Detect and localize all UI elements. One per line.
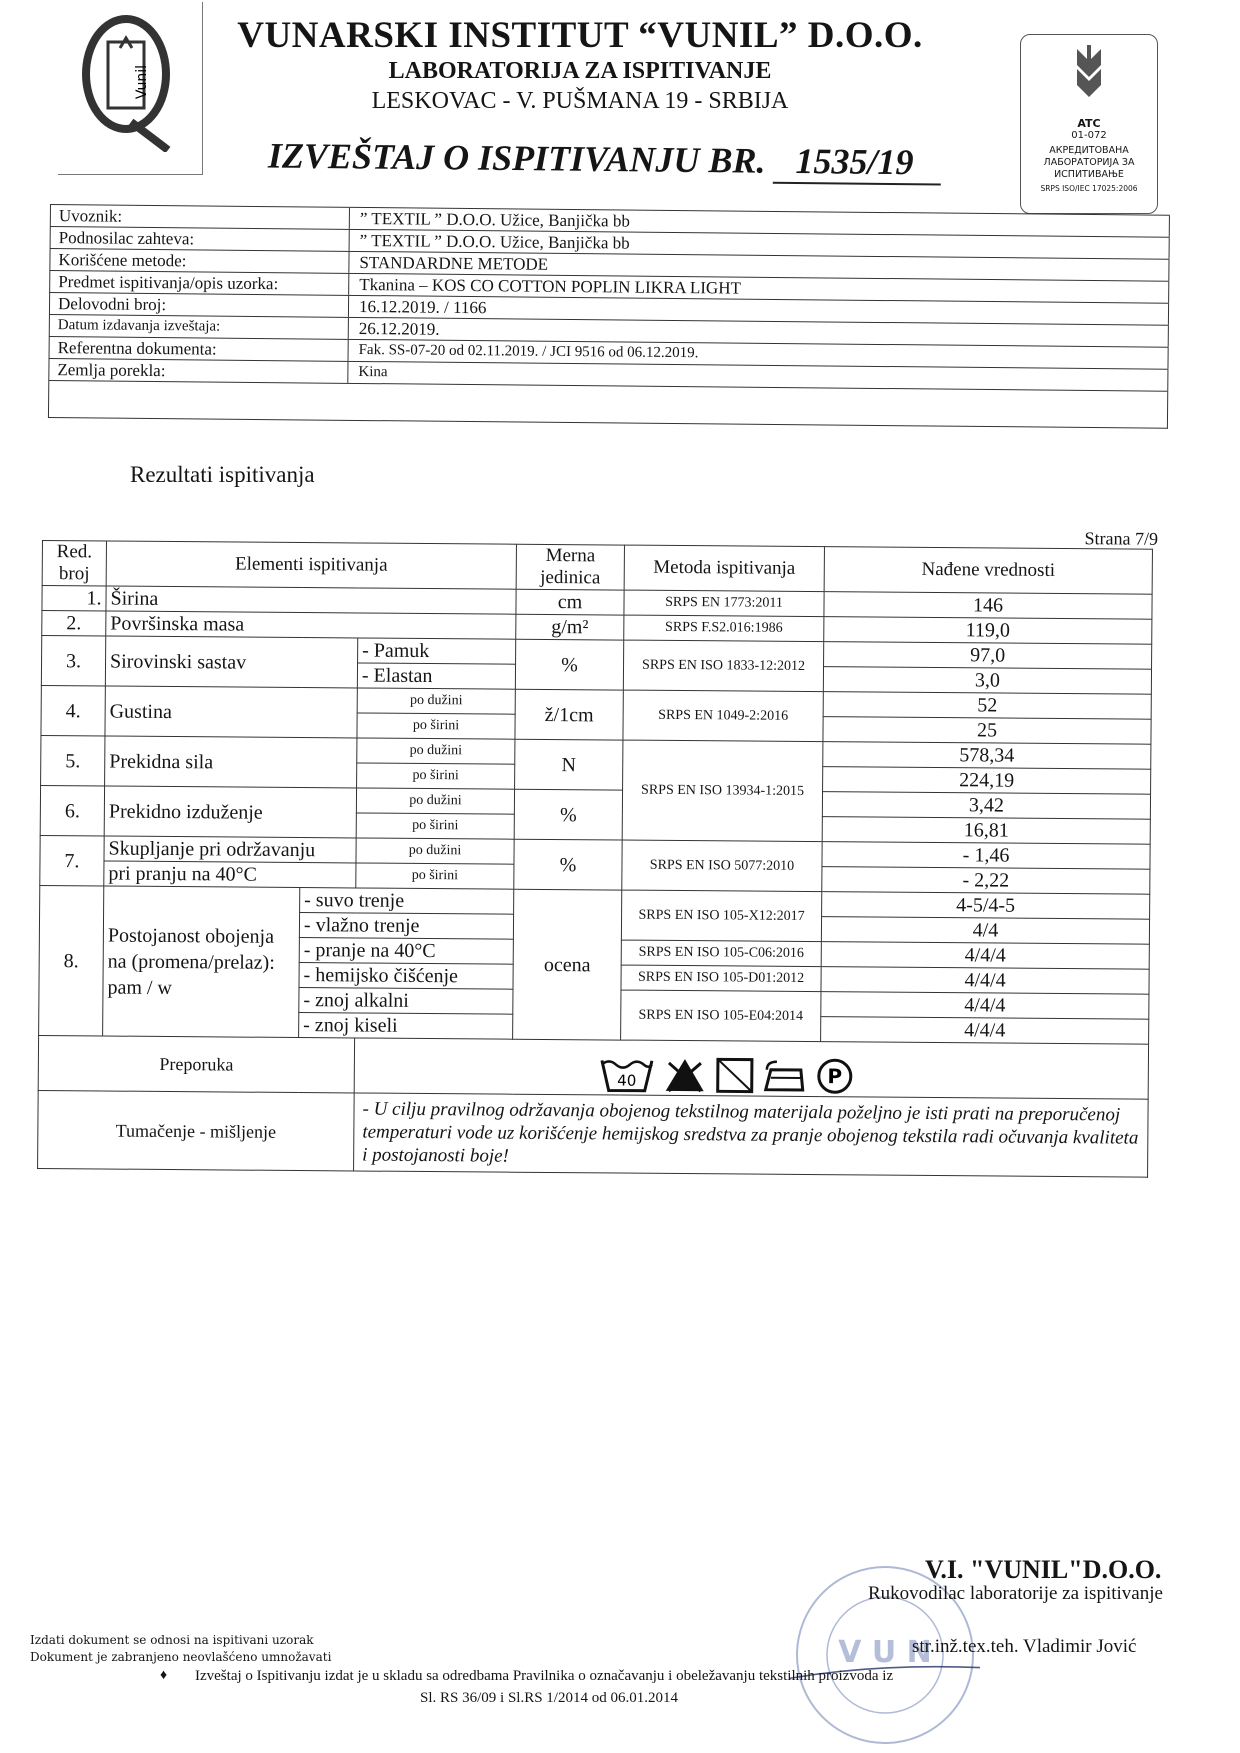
row-element: Skupljanje pri održavanju bbox=[104, 836, 356, 863]
row-value: 119,0 bbox=[824, 617, 1152, 645]
signature-name: str.inž.tex.teh. Vladimir Jović bbox=[912, 1636, 1137, 1657]
row-method: SRPS EN 1049-2:2016 bbox=[623, 690, 823, 742]
atc-number: 01-072 bbox=[1071, 130, 1107, 141]
no-bleach-icon bbox=[663, 1055, 707, 1095]
wash-40-icon bbox=[599, 1054, 655, 1094]
institute-name: VUNARSKI INSTITUT “VUNIL” D.O.O. bbox=[237, 15, 923, 56]
header-method: Metoda ispitivanja bbox=[624, 545, 824, 592]
info-label: Korišćene metode: bbox=[49, 249, 349, 273]
info-value: ” TEXTIL ” D.O.O. Užice, Banjička bb bbox=[350, 208, 1170, 237]
row-sub: po širini bbox=[356, 813, 514, 839]
row-sub: - znoj kiseli bbox=[299, 1013, 513, 1040]
row-element: Gustina bbox=[105, 686, 357, 738]
row-value: 4/4/4 bbox=[821, 942, 1149, 970]
row-element: Širina bbox=[106, 586, 516, 614]
signature-role: Rukovodilac laboratorije za ispitivanje bbox=[868, 1583, 1163, 1604]
footer-legal: Sl. RS 36/09 i Sl.RS 1/2014 od 06.01.2014 bbox=[420, 1690, 678, 1706]
row-method: SRPS EN ISO 5077:2010 bbox=[622, 840, 822, 892]
page-number: Strana 7/9 bbox=[1084, 528, 1159, 549]
row-value: 224,19 bbox=[823, 767, 1151, 795]
row-element: pri pranju na 40°C bbox=[104, 861, 356, 888]
row-value: 97,0 bbox=[824, 642, 1152, 670]
footer-legal: Izveštaj o Ispitivanju izdat je u skladu sa odredbama Pravilnika o označavanju i obeležavanju tekstilnih proizvoda iz bbox=[195, 1668, 894, 1684]
row-value: 4/4/4 bbox=[821, 967, 1149, 995]
recommendation-row bbox=[38, 1035, 1148, 1099]
info-value: 16.12.2019. / 1166 bbox=[349, 296, 1169, 325]
q-logo-icon bbox=[76, 12, 176, 152]
footer-note: Dokument je zabranjeno neovlašćeno umnožavati bbox=[30, 1650, 332, 1664]
row-unit: ž/1cm bbox=[515, 689, 623, 740]
row-sub: - Pamuk bbox=[358, 638, 516, 664]
atc-standard: SRPS ISO/IEC 17025:2006 bbox=[1040, 184, 1138, 193]
row-element: Prekidno izduženje bbox=[104, 786, 356, 838]
report-info-table bbox=[48, 204, 1170, 429]
row-method: SRPS EN ISO 105-D01:2012 bbox=[621, 965, 821, 992]
row-element: Prekidna sila bbox=[105, 736, 357, 788]
opinion-label: Tumačenje - mišljenje bbox=[38, 1090, 355, 1170]
atc-text: АКРЕДИТОВАНА ЛАБОРАТОРИЈА ЗА ИСПИТИВАЊЕ bbox=[1043, 145, 1135, 180]
info-label: Podnosilac zahteva: bbox=[50, 227, 350, 251]
header-unit: Merna jedinica bbox=[516, 544, 624, 590]
results-title: Rezultati ispitivanja bbox=[130, 462, 315, 487]
row-value: - 2,22 bbox=[822, 867, 1150, 895]
row-method: SRPS EN 1773:2011 bbox=[624, 590, 824, 617]
info-label: Delovodni broj: bbox=[49, 293, 349, 317]
info-value: ” TEXTIL ” D.O.O. Užice, Banjička bb bbox=[350, 230, 1170, 259]
institute-logo bbox=[58, 2, 203, 175]
row-sub: - pranje na 40°C bbox=[299, 938, 513, 965]
svg-text:V U N: V U N bbox=[838, 1635, 932, 1670]
opinion-text: - U cilju pravilnog održavanja obojenog tekstilnog materijala poželjno je isti prati na preporučenoj temperaturi vode uz korišćenje hemijskog sredstva za pranje obojenog tekstila radi očuvanja kvaliteta i postojanosti boje! bbox=[354, 1093, 1149, 1177]
row-value: 3,0 bbox=[823, 667, 1151, 695]
row-method: SRPS EN ISO 105-X12:2017 bbox=[621, 890, 821, 942]
row-sub: po širini bbox=[356, 863, 514, 889]
results-table bbox=[37, 540, 1153, 1178]
row-unit: % bbox=[514, 839, 622, 890]
info-label: Uvoznik: bbox=[50, 205, 350, 229]
row-sub: - znoj alkalni bbox=[299, 988, 513, 1015]
row-value: 4/4/4 bbox=[821, 1017, 1149, 1045]
logo-text: Vunil bbox=[134, 64, 150, 100]
footer-note: Izdati dokument se odnosi na ispitivani uzorak bbox=[30, 1633, 314, 1647]
row-sub: - hemijsko čišćenje bbox=[299, 963, 513, 990]
row-element: Površinska masa bbox=[106, 611, 516, 639]
row-no: 8. bbox=[39, 885, 104, 1035]
recommendation-label: Preporuka bbox=[38, 1035, 354, 1092]
row-value: 4-5/4-5 bbox=[822, 892, 1150, 920]
header-no: Red. broj bbox=[42, 541, 106, 587]
row-sub: - vlažno trenje bbox=[299, 913, 513, 940]
row-value: 146 bbox=[824, 592, 1152, 620]
row-value: 16,81 bbox=[822, 817, 1150, 845]
row-value: - 1,46 bbox=[822, 842, 1150, 870]
row-element: Postojanost obojenja na (promena/prelaz): pam / w bbox=[103, 886, 300, 1038]
header-found: Nađene vrednosti bbox=[824, 547, 1152, 595]
row-unit: % bbox=[515, 639, 623, 690]
row-value: 3,42 bbox=[822, 792, 1150, 820]
row-sub: - suvo trenje bbox=[300, 888, 514, 915]
info-value: STANDARDNE METODE bbox=[349, 252, 1169, 281]
accreditation-badge bbox=[1020, 34, 1158, 214]
row-value: 52 bbox=[823, 692, 1151, 720]
info-label: Predmet ispitivanja/opis uzorka: bbox=[49, 271, 349, 295]
info-value: Tkanina – KOS CO COTTON POPLIN LIKRA LIGHT bbox=[349, 274, 1169, 303]
row-sub: po dužini bbox=[357, 688, 515, 714]
row-no: 6. bbox=[40, 785, 104, 836]
row-unit: g/m² bbox=[516, 614, 624, 640]
iron-icon bbox=[763, 1056, 807, 1096]
atc-code: ATC bbox=[1077, 117, 1101, 130]
care-symbols bbox=[354, 1038, 1148, 1099]
info-value: Kina bbox=[348, 362, 1168, 391]
row-value: 4/4 bbox=[821, 917, 1149, 945]
row-value: 4/4/4 bbox=[821, 992, 1149, 1020]
row-method: SRPS EN ISO 1833-12:2012 bbox=[623, 640, 823, 692]
row-method: SRPS EN ISO 105-E04:2014 bbox=[621, 990, 821, 1042]
row-unit: cm bbox=[516, 589, 624, 615]
row-sub: po širini bbox=[357, 713, 515, 739]
row-sub: - Elastan bbox=[357, 663, 515, 689]
atc-logo-icon bbox=[1067, 45, 1111, 109]
row-no: 3. bbox=[41, 636, 105, 687]
row-value: 578,34 bbox=[823, 742, 1151, 770]
row-no: 1. bbox=[42, 586, 106, 612]
header-element: Elementi ispitivanja bbox=[106, 541, 516, 589]
svg-text:P: P bbox=[827, 1064, 843, 1089]
row-method: SRPS EN ISO 105-C06:2016 bbox=[621, 940, 821, 967]
info-label: Datum izdavanja izveštaja: bbox=[49, 315, 349, 339]
opinion-row bbox=[38, 1090, 1149, 1177]
row-unit: ocena bbox=[513, 889, 622, 1040]
report-number: 1535/19 bbox=[773, 140, 941, 186]
row-sub: po širini bbox=[357, 763, 515, 789]
table-header-row bbox=[42, 541, 1152, 550]
row-method: SRPS EN ISO 13934-1:2015 bbox=[622, 740, 823, 842]
info-value: 26.12.2019. bbox=[349, 318, 1169, 347]
row-unit: N bbox=[515, 739, 623, 790]
svg-text:40: 40 bbox=[617, 1071, 637, 1090]
row-element: Sirovinski sastav bbox=[105, 636, 357, 688]
bullet-icon: ♦ bbox=[160, 1668, 168, 1683]
signature-company: V.I. "VUNIL"D.O.O. bbox=[925, 1555, 1162, 1584]
row-unit: % bbox=[514, 789, 622, 840]
info-value: Fak. SS-07-20 od 02.11.2019. / JCI 9516 od 06.12.2019. bbox=[349, 340, 1169, 369]
row-sub: po dužini bbox=[356, 788, 514, 814]
row-value: 25 bbox=[823, 717, 1151, 745]
report-title: IZVEŠTAJ O ISPITIVANJU BR. 1535/19 bbox=[268, 134, 942, 185]
row-no: 5. bbox=[41, 735, 105, 786]
row-no: 4. bbox=[41, 685, 105, 736]
results-table-wrap bbox=[37, 528, 1159, 1178]
row-sub: po dužini bbox=[357, 738, 515, 764]
info-label: Zemlja porekla: bbox=[48, 359, 348, 383]
info-label: Referentna dokumenta: bbox=[49, 337, 349, 361]
laboratory-name: LABORATORIJA ZA ISPITIVANJE bbox=[388, 58, 772, 84]
dry-clean-p-icon bbox=[815, 1056, 855, 1096]
tumble-dry-icon bbox=[715, 1055, 755, 1095]
row-no: 7. bbox=[40, 835, 104, 886]
row-sub: po dužini bbox=[356, 838, 514, 864]
institute-address: LESKOVAC - V. PUŠMANA 19 - SRBIJA bbox=[371, 88, 789, 114]
row-method: SRPS F.S2.016:1986 bbox=[624, 615, 824, 642]
row-no: 2. bbox=[42, 611, 106, 637]
